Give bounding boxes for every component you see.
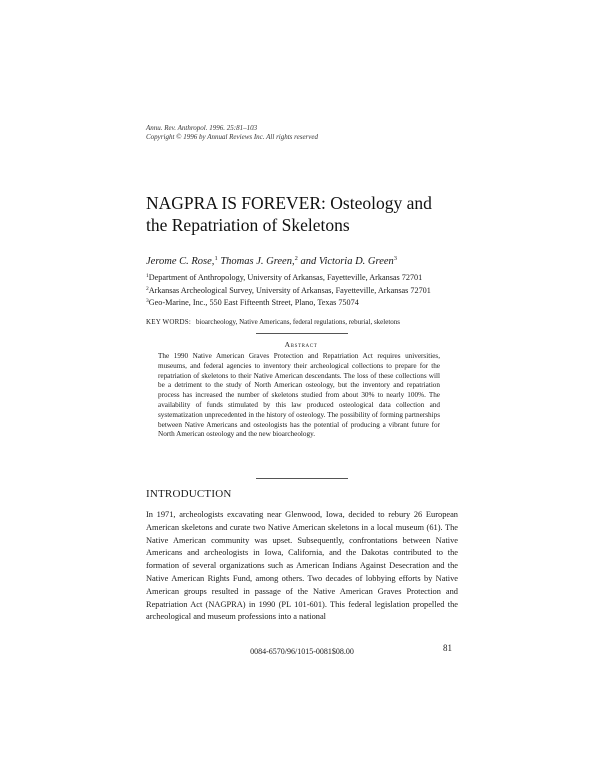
author-t-green: Thomas J. Green, xyxy=(217,256,295,267)
affiliation-2-mark: 2 xyxy=(146,285,149,292)
author-list xyxy=(146,255,397,267)
author-rose-affiliation-mark: 1 xyxy=(214,255,218,262)
affiliation-2 xyxy=(146,284,431,297)
introduction-heading: INTRODUCTION xyxy=(146,488,232,500)
affiliation-3-mark: 3 xyxy=(146,298,149,304)
keywords-text: bioarcheology, Native Americans, federal regulations, reburial, skeletons xyxy=(195,318,401,326)
abstract-heading: Abstract xyxy=(284,340,318,349)
introduction-body xyxy=(146,509,458,624)
abstract-bottom-divider xyxy=(256,478,348,479)
article-title-line-1: NAGPRA IS FOREVER: Osteology and xyxy=(146,193,432,213)
author-rose: Jerome C. Rose, xyxy=(146,256,215,267)
keywords-label: KEY WORDS: xyxy=(146,318,191,326)
author-v-green: and Victoria D. Green xyxy=(297,256,394,267)
affiliation-3-text: Geo-Marine, Inc., 550 East Fifteenth Street, Plano, Texas 75074 xyxy=(148,298,359,307)
article-title xyxy=(146,192,476,236)
journal-header xyxy=(146,124,318,142)
article-code: 0084-6570/96/1015-0081$08.00 xyxy=(250,647,354,656)
journal-citation: Annu. Rev. Anthropol. 1996. 25:81–103 xyxy=(146,124,258,132)
affiliation-1-mark: 1 xyxy=(146,273,149,279)
page-number: 81 xyxy=(443,643,452,653)
author-v-green-affiliation-mark: 3 xyxy=(393,255,398,262)
affiliation-3 xyxy=(146,296,431,309)
affiliation-2-text: Arkansas Archeological Survey, University of Arkansas, Fayetteville, Arkansas 72701 xyxy=(148,285,431,295)
affiliation-1-text: Department of Anthropology, University of Arkansas, Fayetteville, Arkansas 72701 xyxy=(148,273,423,282)
journal-copyright: Copyright © 1996 by Annual Reviews Inc. All rights reserved xyxy=(146,133,318,141)
affiliation-1 xyxy=(146,271,431,284)
introduction-paragraph: In 1971, archeologists excavating near Glenwood, Iowa, decided to rebury 26 European American skeletons and curate two Native American skeletons in a local museum (61). The Native American community was upset. Subsequently, confrontations between Native Americans and archeologists in Iowa, California, and the Dakotas contributed to the formation of several organizations such as American Indians Against Desecration and the Native American Rights Fund, among others. Two decades of lobbying efforts by Native American groups resulted in passage of the Native American Graves Protection and Repatriation Act (NAGPRA) in 1990 (PL 101-601). This federal legislation propelled the archeological and museum professions into a national xyxy=(146,510,458,622)
abstract-body: The 1990 Native American Graves Protection and Repatriation Act requires universities, museums, and federal agencies to inventory their archeological collections to prepare for the repatriation of skeletons to their Native American descendants. The loss of these collections will be a detriment to the study of North American osteology, but the inventory and repatriation process has increased the number of skeletons studied from about 30% to nearly 100%. The availability of funds stimulated by this law produced osteological data collection and systematization unprecedented in the history of osteology. The possibility of forming partnerships between Native Americans and osteologists has the potential of producing a vibrant future for North American osteology and the new bioarcheology. xyxy=(158,352,440,439)
article-title-line-2: the Repatriation of Skeletons xyxy=(146,215,350,235)
affiliation-list xyxy=(146,271,431,309)
author-t-green-affiliation-mark: 2 xyxy=(294,255,298,262)
keywords xyxy=(146,318,400,326)
abstract-top-divider xyxy=(256,333,348,334)
